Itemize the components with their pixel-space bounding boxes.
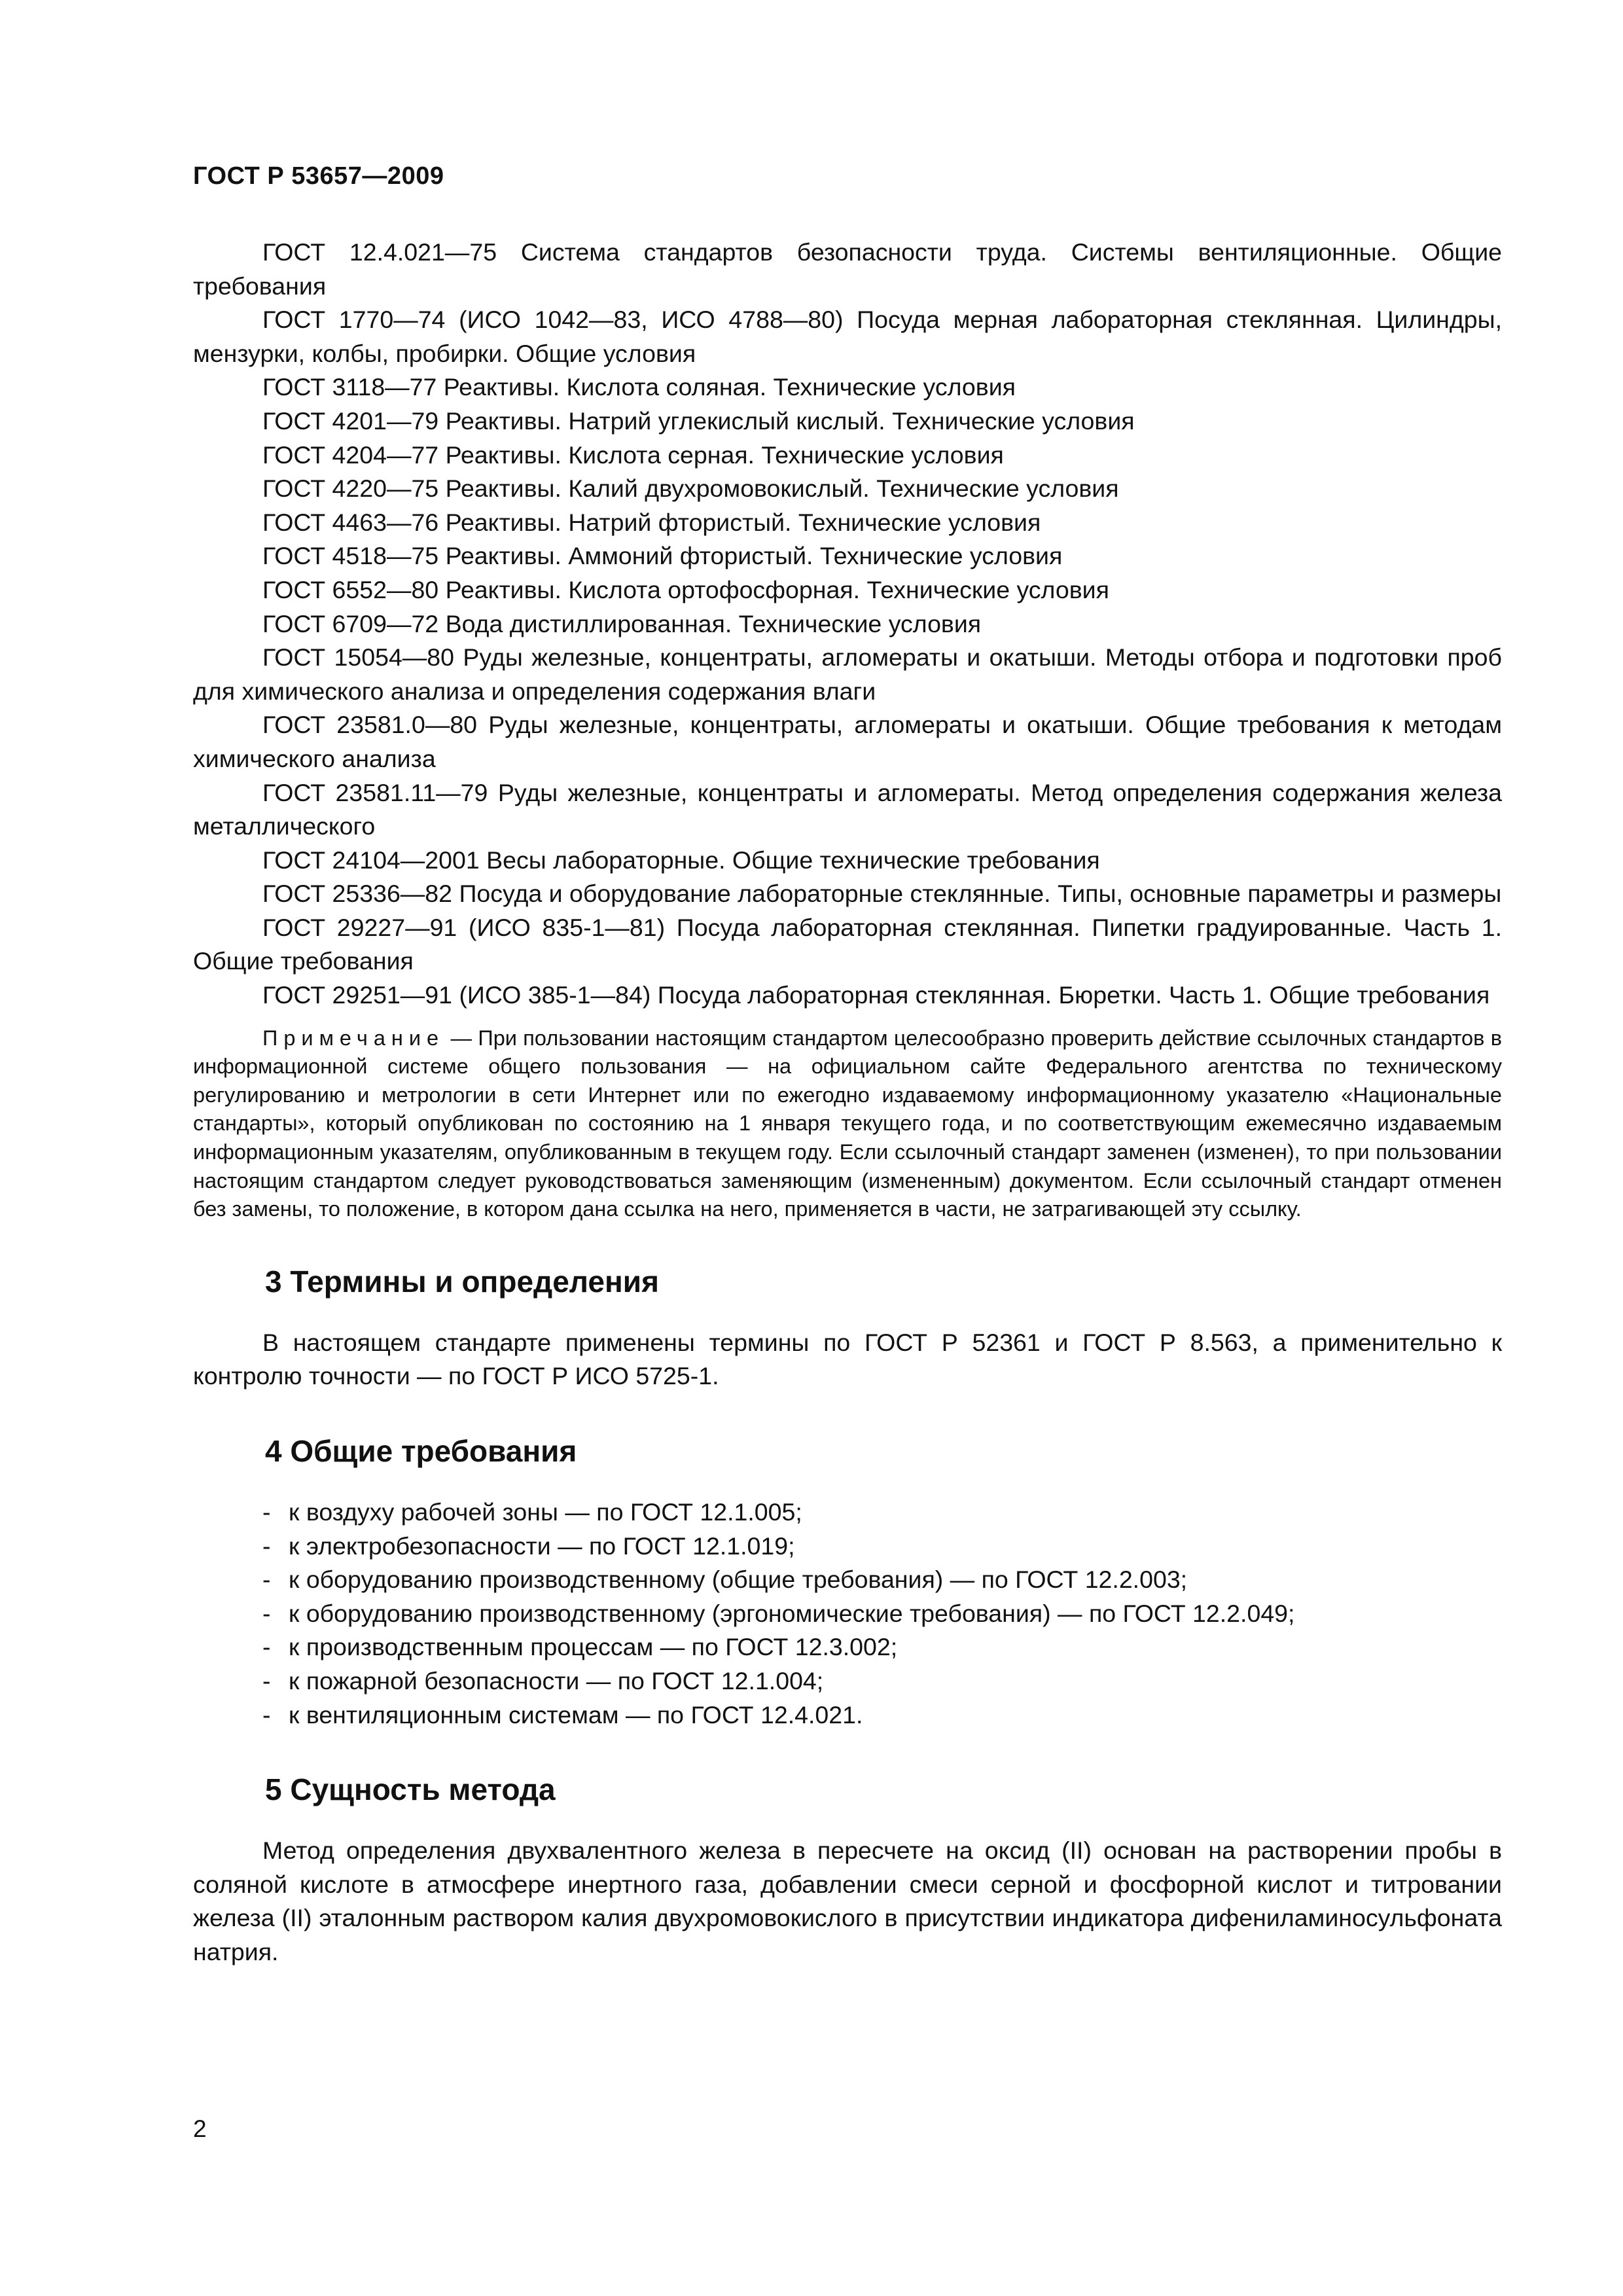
list-item: - к электробезопасности — по ГОСТ 12.1.019; (262, 1530, 1502, 1564)
reference-item: ГОСТ 29227—91 (ИСО 835-1—81) Посуда лабораторная стеклянная. Пипетки градуированные. Часть 1. Общие требования (193, 913, 1502, 975)
section-4-title: 4 Общие требования (265, 1434, 577, 1468)
reference-item: ГОСТ 4463—76 Реактивы. Натрий фтористый. Технические условия (262, 508, 1041, 536)
reference-item: ГОСТ 3118—77 Реактивы. Кислота соляная. Технические условия (262, 373, 1016, 401)
document-body (193, 236, 1502, 1969)
reference-item: ГОСТ 29251—91 (ИСО 385-1—84) Посуда лабораторная стеклянная. Бюретки. Часть 1. Общие требования (262, 981, 1490, 1009)
reference-item: ГОСТ 24104—2001 Весы лабораторные. Общие технические требования (262, 846, 1100, 874)
section-5-text: Метод определения двухвалентного железа в пересчете на оксид (II) основан на растворении пробы в соляной кислоте в атмосфере инертного газа, добавлении смеси серной и фосфорной кислот и титровании железа (II) эталонным раствором калия двухромовокислого в присутствии индикатора дифениламиносульфоната натрия. (193, 1837, 1502, 1965)
reference-item: ГОСТ 1770—74 (ИСО 1042—83, ИСО 4788—80) Посуда мерная лабораторная стеклянная. Цилиндры, мензурки, колбы, пробирки. Общие условия (193, 306, 1502, 367)
reference-item: ГОСТ 25336—82 Посуда и оборудование лабораторные стеклянные. Типы, основные параметры и размеры (262, 880, 1502, 908)
reference-item: ГОСТ 6552—80 Реактивы. Кислота ортофосфорная. Технические условия (262, 575, 1109, 603)
list-item: - к оборудованию производственному (общие требования) — по ГОСТ 12.2.003; (262, 1563, 1502, 1597)
document-header: ГОСТ Р 53657—2009 (193, 162, 444, 190)
list-item: - к вентиляционным системам — по ГОСТ 12.4.021. (262, 1698, 1502, 1732)
reference-item: ГОСТ 6709—72 Вода дистиллированная. Технические условия (262, 609, 982, 637)
note-block (193, 1024, 1502, 1224)
section-3-text: В настоящем стандарте применены термины по ГОСТ Р 52361 и ГОСТ Р 8.563, а применительно к контролю точности — по ГОСТ Р ИСО 5725-1. (193, 1328, 1502, 1390)
reference-item: ГОСТ 23581.0—80 Руды железные, концентраты, агломераты и окатыши. Общие требования к методам химического анализа (193, 711, 1502, 772)
page-number: 2 (193, 2115, 207, 2142)
reference-item: ГОСТ 15054—80 Руды железные, концентраты, агломераты и окатыши. Методы отбора и подготовки проб для химического анализа и определения содержания влаги (193, 643, 1502, 705)
reference-item: ГОСТ 4518—75 Реактивы. Аммоний фтористый. Технические условия (262, 542, 1063, 570)
reference-item: ГОСТ 4204—77 Реактивы. Кислота серная. Технические условия (262, 440, 1004, 469)
note-label: Примечание (262, 1026, 445, 1050)
section-3-title: 3 Термины и определения (265, 1264, 659, 1299)
reference-item: ГОСТ 4220—75 Реактивы. Калий двухромовокислый. Технические условия (262, 475, 1119, 503)
references-list (193, 236, 1502, 1013)
list-item: - к производственным процессам — по ГОСТ 12.3.002; (262, 1630, 1502, 1664)
list-item: - к воздуху рабочей зоны — по ГОСТ 12.1.005; (262, 1496, 1502, 1530)
list-item: - к оборудованию производственному (эргономические требования) — по ГОСТ 12.2.049; (262, 1597, 1502, 1631)
reference-item: ГОСТ 4201—79 Реактивы. Натрий углекислый кислый. Технические условия (262, 406, 1135, 435)
requirements-list (193, 1496, 1502, 1732)
note-text: — При пользовании настоящим стандартом целесообразно проверить действие ссылочных стандартов в информационной системе общего пользования — на официальном сайте Федерального агентства по техническому регулированию и метрологии в сети Интернет или по ежегодно издаваемому информационному указателю «Национальные стандарты», который опубликован по состоянию на 1 января текущего года, и по соответствующим ежемесячно издаваемым информационным указателям, опубликованным в текущем году. Если ссылочный стандарт заменен (изменен), то при пользовании настоящим стандартом следует руководствоваться заменяющим (измененным) документом. Если ссылочный стандарт отменен без замены, то положение, в котором дана ссылка на него, применяется в части, не затрагивающей эту ссылку. (193, 1026, 1502, 1221)
section-5-title: 5 Сущность метода (265, 1772, 556, 1807)
list-item: - к пожарной безопасности — по ГОСТ 12.1.004; (262, 1664, 1502, 1698)
reference-item: ГОСТ 23581.11—79 Руды железные, концентраты и агломераты. Метод определения содержания железа металлического (193, 778, 1502, 840)
reference-item: ГОСТ 12.4.021—75 Система стандартов безопасности труда. Системы вентиляционные. Общие требования (193, 238, 1502, 300)
